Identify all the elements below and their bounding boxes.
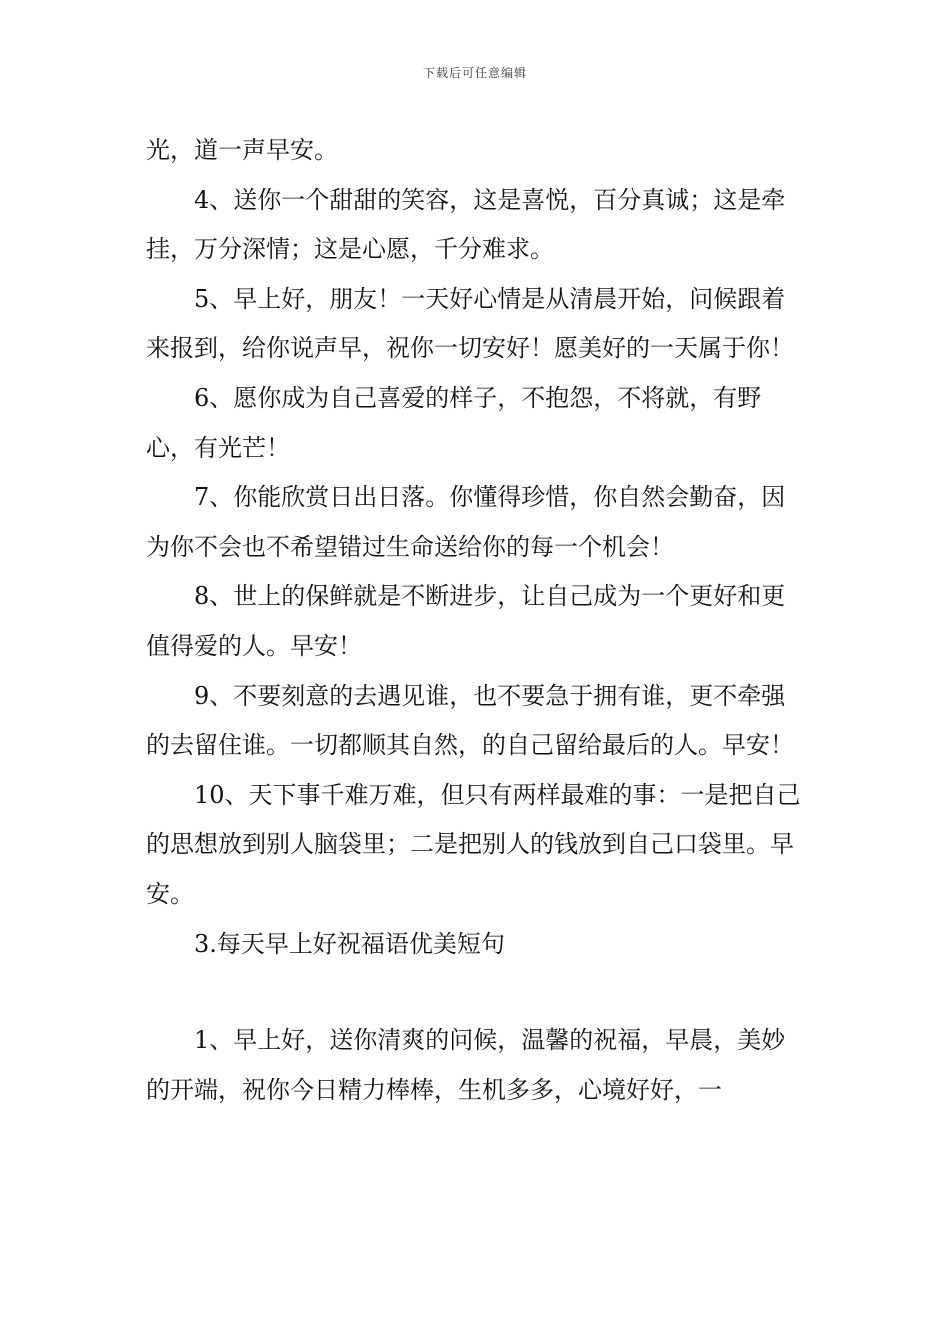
document-body: [146, 126, 806, 1115]
paragraph-continuation: 光，道一声早安。: [146, 136, 338, 164]
paragraph-item-1: 1、早上好，送你清爽的问候，温馨的祝福，早晨，美妙的开端，祝你今日精力棒棒，生机多多，心境好好，一: [146, 1026, 786, 1104]
page-header: 下载后可任意编辑: [422, 66, 527, 80]
paragraph-item-8: 8、世上的保鲜就是不断进步，让自己成为一个更好和更值得爱的人。早安！: [146, 582, 786, 660]
section-heading: 3.每天早上好祝福语优美短句: [194, 929, 505, 958]
paragraph-item-5: 5、早上好，朋友！一天好心情是从清晨开始，问候跟着来报到，给你说声早，祝你一切安好！愿美好的一天属于你！: [146, 284, 794, 363]
paragraph-item-9: 9、不要刻意的去遇见谁，也不要急于拥有谁，更不牵强的去留住谁。一切都顺其自然，的自己留给最后的人。早安！: [146, 681, 794, 760]
paragraph-item-10: 10、天下事千难万难，但只有两样最难的事：一是把自己的思想放到别人脑袋里；二是把别人的钱放到自己口袋里。早安。: [146, 780, 801, 908]
paragraph-item-4: 4、送你一个甜甜的笑容，这是喜悦，百分真诚；这是牵挂，万分深情；这是心愿，千分难求。: [146, 185, 786, 264]
paragraph-item-7: 7、你能欣赏日出日落。你懂得珍惜，你自然会勤奋，因为你不会也不希望错过生命送给你的每一个机会！: [146, 483, 786, 561]
paragraph-item-6: 6、愿你成为自己喜爱的样子，不抱怨，不将就，有野心，有光芒！: [146, 383, 762, 462]
